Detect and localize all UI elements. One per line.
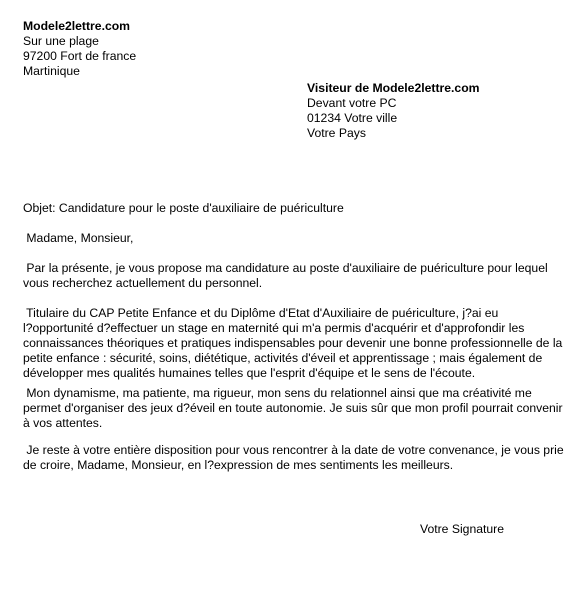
paragraph-line: vous recherchez actuellement du personnel. (23, 276, 263, 290)
recipient-name: Visiteur de Modele2lettre.com (307, 81, 480, 95)
paragraph-line: Par la présente, je vous propose ma candidature au poste d'auxiliaire de puériculture pour lequel (23, 261, 548, 275)
recipient-address-line: Votre Pays (307, 126, 366, 140)
sender-name: Modele2lettre.com (23, 19, 131, 33)
letter-paragraph-2 (23, 306, 563, 381)
recipient-address-block (307, 81, 480, 141)
paragraph-line: Mon dynamisme, ma patiente, ma rigueur, mon sens du relationnel ainsi que ma créativité me (23, 386, 532, 400)
sender-address-line: 97200 Fort de france (23, 49, 137, 63)
paragraph-line: connaissances théoriques et pratiques indispensables pour devenir une bonne professionnelle de la (23, 336, 563, 350)
paragraph-line: à vos attentes. (23, 416, 103, 430)
letter-paragraph-4 (23, 443, 563, 473)
letter-salutation (23, 231, 563, 246)
paragraph-line: permet d'organiser des jeux d?éveil en toute autonomie. Je suis sûr que mon profil pourrait convenir (23, 401, 563, 415)
signature-text: Votre Signature (420, 522, 505, 536)
paragraph-line: Je reste à votre entière disposition pour vous rencontrer à la date de votre convenance, je vous prie (23, 443, 564, 457)
paragraph-line: l?opportunité d?effectuer un stage en maternité qui m'a permis d'acquérir et d'approfondir les (23, 321, 525, 335)
sender-address-line: Sur une plage (23, 34, 99, 48)
subject-text: Objet: Candidature pour le poste d'auxiliaire de puériculture (23, 201, 344, 215)
paragraph-line: petite enfance : sécurité, soins, diététique, activités d'éveil et apprentissage ; mais également de (23, 351, 543, 365)
letter-subject (23, 201, 563, 216)
recipient-address-line: Devant votre PC (307, 96, 397, 110)
sender-address-block (23, 19, 136, 79)
paragraph-line: de croire, Madame, Monsieur, en l?expression de mes sentiments les meilleurs. (23, 458, 454, 472)
recipient-address-line: 01234 Votre ville (307, 111, 398, 125)
paragraph-line: Titulaire du CAP Petite Enfance et du Diplôme d'Etat d'Auxiliaire de puériculture, j?ai eu (23, 306, 499, 320)
salutation-text: Madame, Monsieur, (23, 231, 134, 245)
letter-paragraph-1 (23, 261, 563, 291)
letter-paragraph-3 (23, 386, 563, 431)
sender-address-line: Martinique (23, 64, 80, 78)
letter-signature (420, 522, 504, 537)
paragraph-line: développer mes qualités humaines telles que l'esprit d'équipe et le sens de l'écoute. (23, 366, 476, 380)
